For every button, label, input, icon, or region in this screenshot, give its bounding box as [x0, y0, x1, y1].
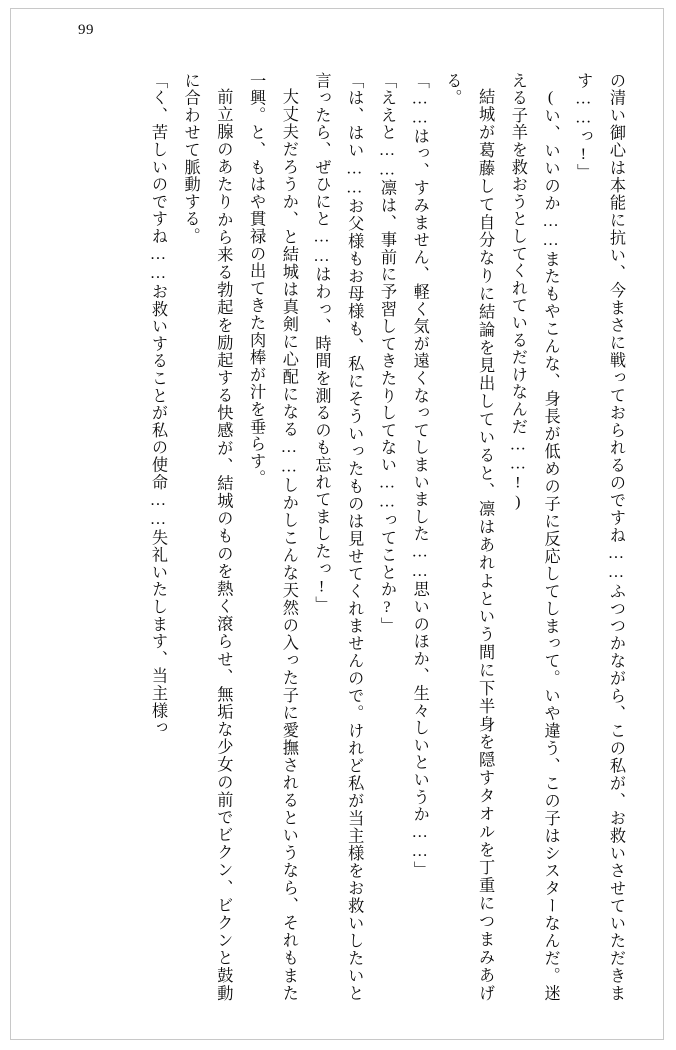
page-number: 99 [78, 22, 94, 38]
paragraph: 大丈夫だろうか、と結城は真剣に心配になる……しかしこんな天然の入った子に愛撫されるというなら、それもまた一興。と、もはや貫禄の出てきた肉棒が汁を垂らす。 [247, 72, 298, 1002]
paragraph: (い、いいのか……またもやこんな、身長が低めの子に反応してしまって。いや違う、この子はシスターなんだ。迷える子羊を救おうとしてくれているだけなんだ……!) [508, 72, 560, 1002]
paragraph: 前立腺のあたりから来る勃起を励起する快感が、結城のものを熱く滾らせ、無垢な少女の前でビクン、ビクンと鼓動に合わせて脈動する。 [181, 72, 233, 1002]
paragraph: 結城が葛藤して自分なりに結論を見出していると、凛はあれよという間に下半身を隠すタオルを丁重につまみあげる。 [443, 72, 495, 1002]
paragraph: 「ええと……凛は、事前に予習してきたりしてない……ってことか?」 [377, 72, 396, 635]
paragraph: の清い御心は本能に抗い、今まさに戦っておられるのですね……ふつつかながら、この私が、お救いさせていただきます……っ!」 [574, 72, 625, 1002]
vertical-text-body [52, 72, 632, 1002]
paragraph: 「く、苦しいのですね……お救いすることが私の使命……失礼いたします、当主様っ [148, 72, 167, 737]
paragraph: 「は、はい……お父様もお母様も、私にそういったものは見せてくれませんので。けれど私が当主様をお救いしたいと言ったら、ぜひにと……はわっ、時間を測るのも忘れてましたっ!」 [312, 72, 364, 1002]
paragraph: 「……はっ、すみません、軽く気が遠くなってしまいました……思いのほか、生々しいというか……」 [410, 72, 429, 879]
